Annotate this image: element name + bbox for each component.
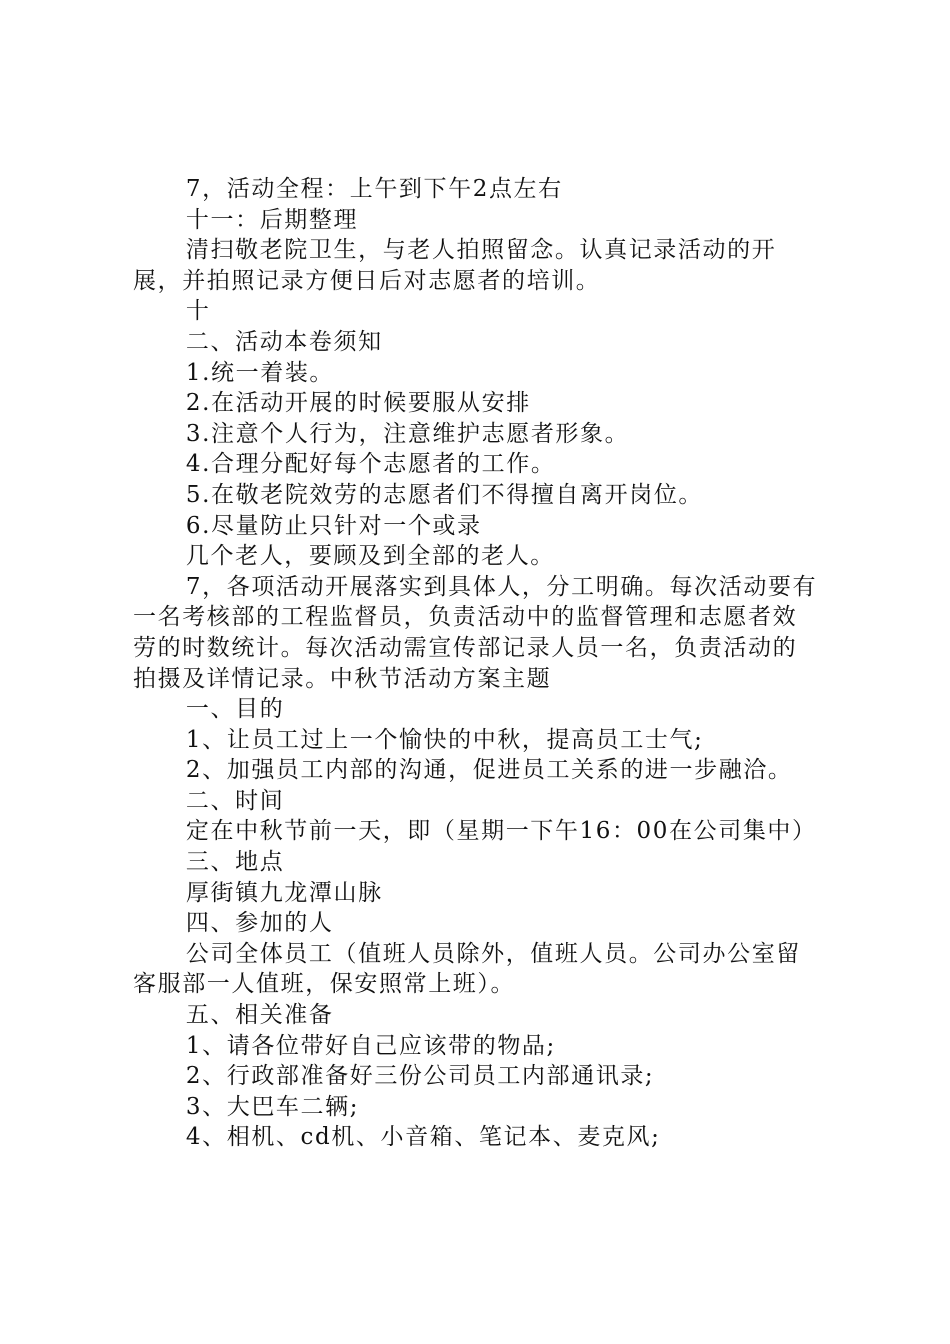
paragraph: 十 bbox=[185, 298, 211, 325]
section-heading: 五、相关准备 bbox=[185, 1002, 334, 1029]
list-item: 4、相机、cd机、小音箱、笔记本、麦克风; bbox=[185, 1124, 661, 1151]
paragraph: 清扫敬老院卫生，与老人拍照留念。认真记录活动的开展，并拍照记录方便日后对志愿者的培训。 bbox=[133, 237, 777, 294]
list-item: 5.在敬老院效劳的志愿者们不得擅自离开岗位。 bbox=[185, 481, 704, 508]
list-item: 1.统一着装。 bbox=[185, 359, 335, 386]
list-item: 2.在活动开展的时候要服从安排 bbox=[185, 390, 531, 417]
list-item: 1、让员工过上一个愉快的中秋，提高员工士气; bbox=[185, 726, 704, 753]
section-heading: 二、时间 bbox=[185, 787, 285, 814]
list-item: 3、大巴车二辆; bbox=[185, 1093, 360, 1120]
list-item: 3.注意个人行为，注意维护志愿者形象。 bbox=[185, 420, 630, 447]
paragraph: 公司全体员工（值班人员除外，值班人员。公司办公室留客服部一人值班，保安照常上班）。 bbox=[133, 940, 801, 998]
list-item: 2、加强员工内部的沟通，促进员工关系的进一步融洽。 bbox=[185, 757, 793, 784]
list-item: 6.尽量防止只针对一个或录 bbox=[185, 512, 482, 539]
section-heading: 一、目的 bbox=[185, 696, 285, 723]
section-heading: 四、参加的人 bbox=[185, 910, 334, 937]
list-item: 4.合理分配好每个志愿者的工作。 bbox=[185, 451, 556, 478]
paragraph: 定在中秋节前一天，即（星期一下午16：00在公司集中） bbox=[185, 818, 817, 845]
paragraph: 几个老人，要顾及到全部的老人。 bbox=[185, 543, 555, 570]
section-heading: 三、地点 bbox=[185, 849, 285, 876]
section-heading: 二、活动本卷须知 bbox=[185, 328, 383, 355]
document-body bbox=[133, 174, 821, 1153]
paragraph: 7，活动全程：上午到下午2点左右 bbox=[185, 176, 563, 202]
list-item: 1、请各位带好自己应该带的物品; bbox=[185, 1032, 556, 1059]
paragraph: 厚街镇九龙潭山脉 bbox=[185, 879, 383, 906]
list-item: 2、行政部准备好三份公司员工内部通讯录; bbox=[185, 1063, 655, 1090]
paragraph: 7，各项活动开展落实到具体人，分工明确。每次活动要有一名考核部的工程监督员，负责活动中的监督管理和志愿者效劳的时数统计。每次活动需宣传部记录人员一名，负责活动的拍摄及详情记录。中秋节活动方案主题 bbox=[133, 573, 818, 692]
section-heading: 十一：后期整理 bbox=[185, 206, 359, 233]
